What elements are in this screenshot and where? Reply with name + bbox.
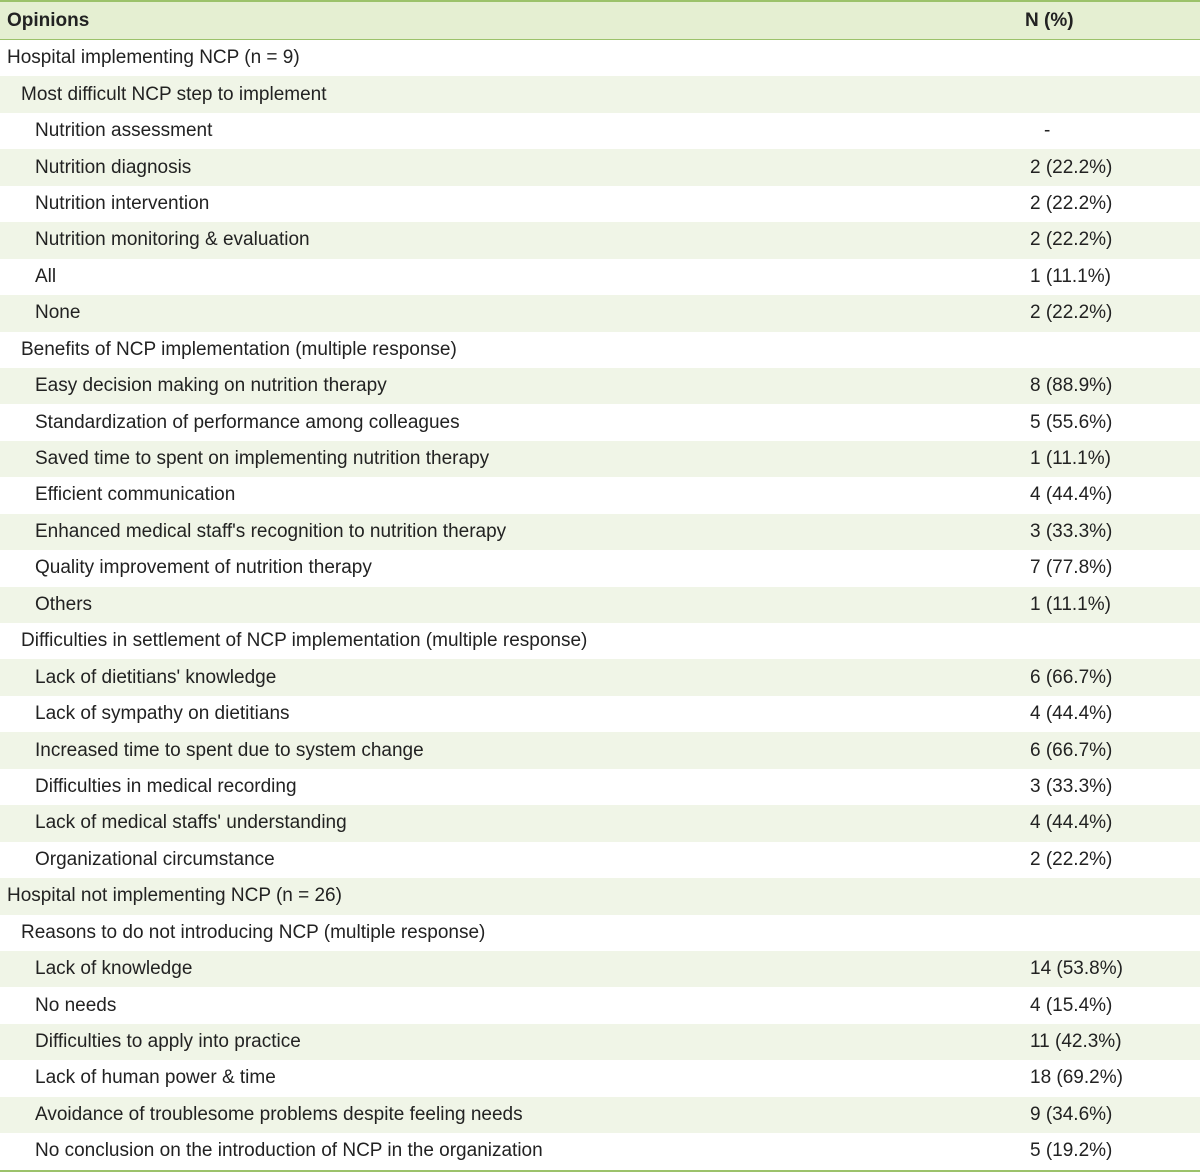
table-row bbox=[0, 1024, 1200, 1060]
n-percent-value: 4 (44.4%) bbox=[1030, 484, 1113, 506]
table-row bbox=[0, 514, 1200, 550]
table-row bbox=[0, 40, 1200, 76]
item-label: Nutrition intervention bbox=[35, 192, 210, 214]
header-n-percent: N (%) bbox=[1025, 9, 1074, 31]
table-bottom-border bbox=[0, 1170, 1200, 1172]
table-row bbox=[0, 987, 1200, 1023]
item-label: Saved time to spent on implementing nutrition therapy bbox=[35, 448, 490, 470]
table-header-row bbox=[0, 0, 1200, 40]
table-row bbox=[0, 1097, 1200, 1133]
n-percent-value: 1 (11.1%) bbox=[1030, 593, 1111, 615]
table-row bbox=[0, 1060, 1200, 1096]
item-label: Nutrition diagnosis bbox=[35, 156, 192, 178]
n-percent-value: 18 (69.2%) bbox=[1030, 1067, 1123, 1089]
table-row bbox=[0, 732, 1200, 768]
item-label: Lack of sympathy on dietitians bbox=[35, 703, 290, 725]
item-label: Organizational circumstance bbox=[35, 848, 275, 870]
item-label: Avoidance of troublesome problems despite feeling needs bbox=[35, 1103, 523, 1125]
table-row bbox=[0, 441, 1200, 477]
item-label: Nutrition monitoring & evaluation bbox=[35, 229, 310, 251]
n-percent-value: 1 (11.1%) bbox=[1030, 265, 1111, 287]
item-label: Easy decision making on nutrition therapy bbox=[35, 375, 387, 397]
item-label: Lack of human power & time bbox=[35, 1067, 276, 1089]
table-row bbox=[0, 769, 1200, 805]
n-percent-value: 8 (88.9%) bbox=[1030, 375, 1113, 397]
n-percent-value: 2 (22.2%) bbox=[1030, 229, 1113, 251]
header-opinions: Opinions bbox=[7, 9, 90, 31]
n-percent-value: 2 (22.2%) bbox=[1030, 156, 1113, 178]
n-percent-value: 3 (33.3%) bbox=[1030, 520, 1113, 542]
n-percent-value: 6 (66.7%) bbox=[1030, 739, 1113, 761]
table-row bbox=[0, 842, 1200, 878]
table-row bbox=[0, 222, 1200, 258]
n-percent-value: 5 (19.2%) bbox=[1030, 1140, 1113, 1162]
group-label: Hospital implementing NCP (n = 9) bbox=[7, 47, 300, 69]
item-label: Standardization of performance among colleagues bbox=[35, 411, 460, 433]
item-label: None bbox=[35, 302, 81, 324]
table-row bbox=[0, 477, 1200, 513]
item-label: Nutrition assessment bbox=[35, 120, 213, 142]
table-row bbox=[0, 550, 1200, 586]
item-label: Lack of dietitians' knowledge bbox=[35, 666, 277, 688]
subgroup-label: Reasons to do not introducing NCP (multiple response) bbox=[21, 921, 486, 943]
n-percent-value: 7 (77.8%) bbox=[1030, 557, 1113, 579]
n-percent-value: 2 (22.2%) bbox=[1030, 302, 1113, 324]
n-percent-value: - bbox=[1044, 120, 1051, 142]
item-label: Efficient communication bbox=[35, 484, 236, 506]
item-label: No conclusion on the introduction of NCP in the organization bbox=[35, 1140, 543, 1162]
item-label: Enhanced medical staff's recognition to nutrition therapy bbox=[35, 520, 507, 542]
table-row bbox=[0, 259, 1200, 295]
table-row bbox=[0, 805, 1200, 841]
item-label: Others bbox=[35, 593, 93, 615]
table-row bbox=[0, 404, 1200, 440]
n-percent-value: 3 (33.3%) bbox=[1030, 775, 1113, 797]
n-percent-value: 4 (15.4%) bbox=[1030, 994, 1113, 1016]
n-percent-value: 2 (22.2%) bbox=[1030, 192, 1113, 214]
item-label: Difficulties to apply into practice bbox=[35, 1031, 301, 1053]
group-label: Hospital not implementing NCP (n = 26) bbox=[7, 885, 342, 907]
table-row bbox=[0, 659, 1200, 695]
n-percent-value: 11 (42.3%) bbox=[1030, 1031, 1122, 1053]
table-row bbox=[0, 915, 1200, 951]
item-label: Lack of medical staffs' understanding bbox=[35, 812, 347, 834]
n-percent-value: 14 (53.8%) bbox=[1030, 958, 1123, 980]
table-row bbox=[0, 623, 1200, 659]
n-percent-value: 5 (55.6%) bbox=[1030, 411, 1113, 433]
table-row bbox=[0, 113, 1200, 149]
n-percent-value: 2 (22.2%) bbox=[1030, 848, 1113, 870]
table-row bbox=[0, 76, 1200, 112]
table-body bbox=[0, 40, 1200, 1170]
item-label: All bbox=[35, 265, 57, 287]
table-row bbox=[0, 295, 1200, 331]
table-row bbox=[0, 696, 1200, 732]
table-row bbox=[0, 332, 1200, 368]
n-percent-value: 1 (11.1%) bbox=[1030, 448, 1111, 470]
table-row bbox=[0, 1133, 1200, 1169]
subgroup-label: Most difficult NCP step to implement bbox=[21, 83, 327, 105]
item-label: Quality improvement of nutrition therapy bbox=[35, 557, 372, 579]
n-percent-value: 9 (34.6%) bbox=[1030, 1103, 1113, 1125]
item-label: No needs bbox=[35, 994, 117, 1016]
item-label: Lack of knowledge bbox=[35, 958, 193, 980]
table-row bbox=[0, 587, 1200, 623]
subgroup-label: Difficulties in settlement of NCP implementation (multiple response) bbox=[21, 630, 588, 652]
table-row bbox=[0, 368, 1200, 404]
table-row bbox=[0, 878, 1200, 914]
item-label: Difficulties in medical recording bbox=[35, 775, 297, 797]
n-percent-value: 4 (44.4%) bbox=[1030, 812, 1113, 834]
n-percent-value: 6 (66.7%) bbox=[1030, 666, 1113, 688]
table-row bbox=[0, 149, 1200, 185]
table-row bbox=[0, 186, 1200, 222]
item-label: Increased time to spent due to system change bbox=[35, 739, 424, 761]
table-row bbox=[0, 951, 1200, 987]
subgroup-label: Benefits of NCP implementation (multiple response) bbox=[21, 338, 457, 360]
n-percent-value: 4 (44.4%) bbox=[1030, 703, 1113, 725]
